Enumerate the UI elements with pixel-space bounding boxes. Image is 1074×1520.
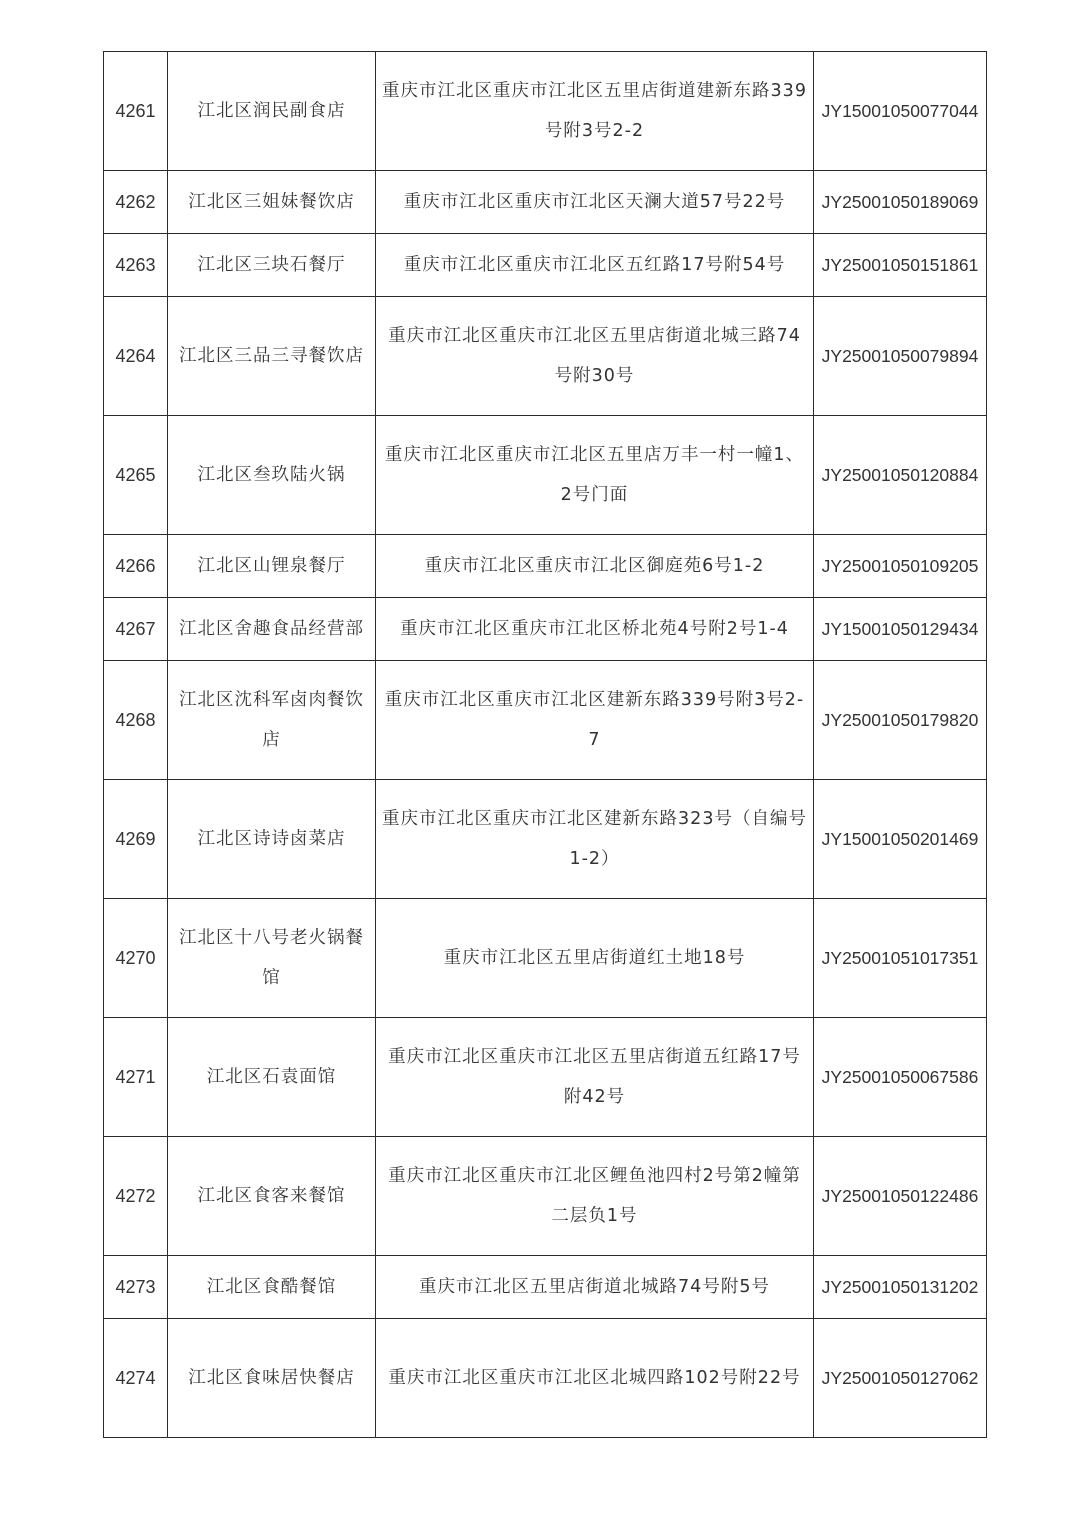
address-cell: 重庆市江北区重庆市江北区五里店街道北城三路74号附30号 <box>376 297 814 416</box>
business-name-cell: 江北区诗诗卤菜店 <box>168 780 376 899</box>
business-name-cell: 江北区舍趣食品经营部 <box>168 598 376 661</box>
table-row <box>104 1256 987 1319</box>
business-name-cell: 江北区润民副食店 <box>168 52 376 171</box>
address-cell: 重庆市江北区重庆市江北区建新东路339号附3号2-7 <box>376 661 814 780</box>
row-number-cell: 4266 <box>104 535 168 598</box>
address-cell: 重庆市江北区重庆市江北区天澜大道57号22号 <box>376 171 814 234</box>
license-number-cell: JY15001050077044 <box>814 52 987 171</box>
license-number-cell: JY25001050122486 <box>814 1137 987 1256</box>
business-name-cell: 江北区食味居快餐店 <box>168 1319 376 1438</box>
license-number-cell: JY25001050179820 <box>814 661 987 780</box>
table-row <box>104 171 987 234</box>
address-cell: 重庆市江北区重庆市江北区御庭苑6号1-2 <box>376 535 814 598</box>
row-number-cell: 4264 <box>104 297 168 416</box>
business-name-cell: 江北区石袁面馆 <box>168 1018 376 1137</box>
license-number-cell: JY15001050129434 <box>814 598 987 661</box>
row-number-cell: 4268 <box>104 661 168 780</box>
table-row <box>104 52 987 171</box>
table-row <box>104 416 987 535</box>
table-row <box>104 1137 987 1256</box>
table-row <box>104 535 987 598</box>
business-name-cell: 江北区十八号老火锅餐馆 <box>168 899 376 1018</box>
row-number-cell: 4274 <box>104 1319 168 1438</box>
records-table <box>103 51 987 1438</box>
business-name-cell: 江北区三姐妹餐饮店 <box>168 171 376 234</box>
row-number-cell: 4263 <box>104 234 168 297</box>
license-number-cell: JY25001050189069 <box>814 171 987 234</box>
address-cell: 重庆市江北区重庆市江北区鲤鱼池四村2号第2幢第二层负1号 <box>376 1137 814 1256</box>
table-row <box>104 598 987 661</box>
business-name-cell: 江北区食酷餐馆 <box>168 1256 376 1319</box>
address-cell: 重庆市江北区重庆市江北区桥北苑4号附2号1-4 <box>376 598 814 661</box>
license-number-cell: JY25001050079894 <box>814 297 987 416</box>
table-row <box>104 1319 987 1438</box>
business-name-cell: 江北区沈科军卤肉餐饮店 <box>168 661 376 780</box>
address-cell: 重庆市江北区重庆市江北区五红路17号附54号 <box>376 234 814 297</box>
table-row <box>104 234 987 297</box>
license-number-cell: JY25001050131202 <box>814 1256 987 1319</box>
address-cell: 重庆市江北区重庆市江北区五里店街道建新东路339号附3号2-2 <box>376 52 814 171</box>
table-row <box>104 297 987 416</box>
business-name-cell: 江北区叁玖陆火锅 <box>168 416 376 535</box>
address-cell: 重庆市江北区五里店街道红土地18号 <box>376 899 814 1018</box>
license-number-cell: JY25001050109205 <box>814 535 987 598</box>
row-number-cell: 4267 <box>104 598 168 661</box>
license-number-cell: JY25001050067586 <box>814 1018 987 1137</box>
license-number-cell: JY25001050120884 <box>814 416 987 535</box>
address-cell: 重庆市江北区重庆市江北区五里店万丰一村一幢1、2号门面 <box>376 416 814 535</box>
row-number-cell: 4272 <box>104 1137 168 1256</box>
business-name-cell: 江北区三块石餐厅 <box>168 234 376 297</box>
business-name-cell: 江北区山锂泉餐厅 <box>168 535 376 598</box>
table-row <box>104 661 987 780</box>
table-row <box>104 1018 987 1137</box>
address-cell: 重庆市江北区五里店街道北城路74号附5号 <box>376 1256 814 1319</box>
table-row <box>104 899 987 1018</box>
address-cell: 重庆市江北区重庆市江北区建新东路323号（自编号1-2） <box>376 780 814 899</box>
row-number-cell: 4270 <box>104 899 168 1018</box>
row-number-cell: 4265 <box>104 416 168 535</box>
row-number-cell: 4269 <box>104 780 168 899</box>
business-name-cell: 江北区食客来餐馆 <box>168 1137 376 1256</box>
license-number-cell: JY25001050151861 <box>814 234 987 297</box>
row-number-cell: 4262 <box>104 171 168 234</box>
address-cell: 重庆市江北区重庆市江北区五里店街道五红路17号附42号 <box>376 1018 814 1137</box>
table-row <box>104 780 987 899</box>
row-number-cell: 4273 <box>104 1256 168 1319</box>
row-number-cell: 4271 <box>104 1018 168 1137</box>
license-number-cell: JY15001050201469 <box>814 780 987 899</box>
license-number-cell: JY25001051017351 <box>814 899 987 1018</box>
address-cell: 重庆市江北区重庆市江北区北城四路102号附22号 <box>376 1319 814 1438</box>
license-number-cell: JY25001050127062 <box>814 1319 987 1438</box>
row-number-cell: 4261 <box>104 52 168 171</box>
business-name-cell: 江北区三品三寻餐饮店 <box>168 297 376 416</box>
